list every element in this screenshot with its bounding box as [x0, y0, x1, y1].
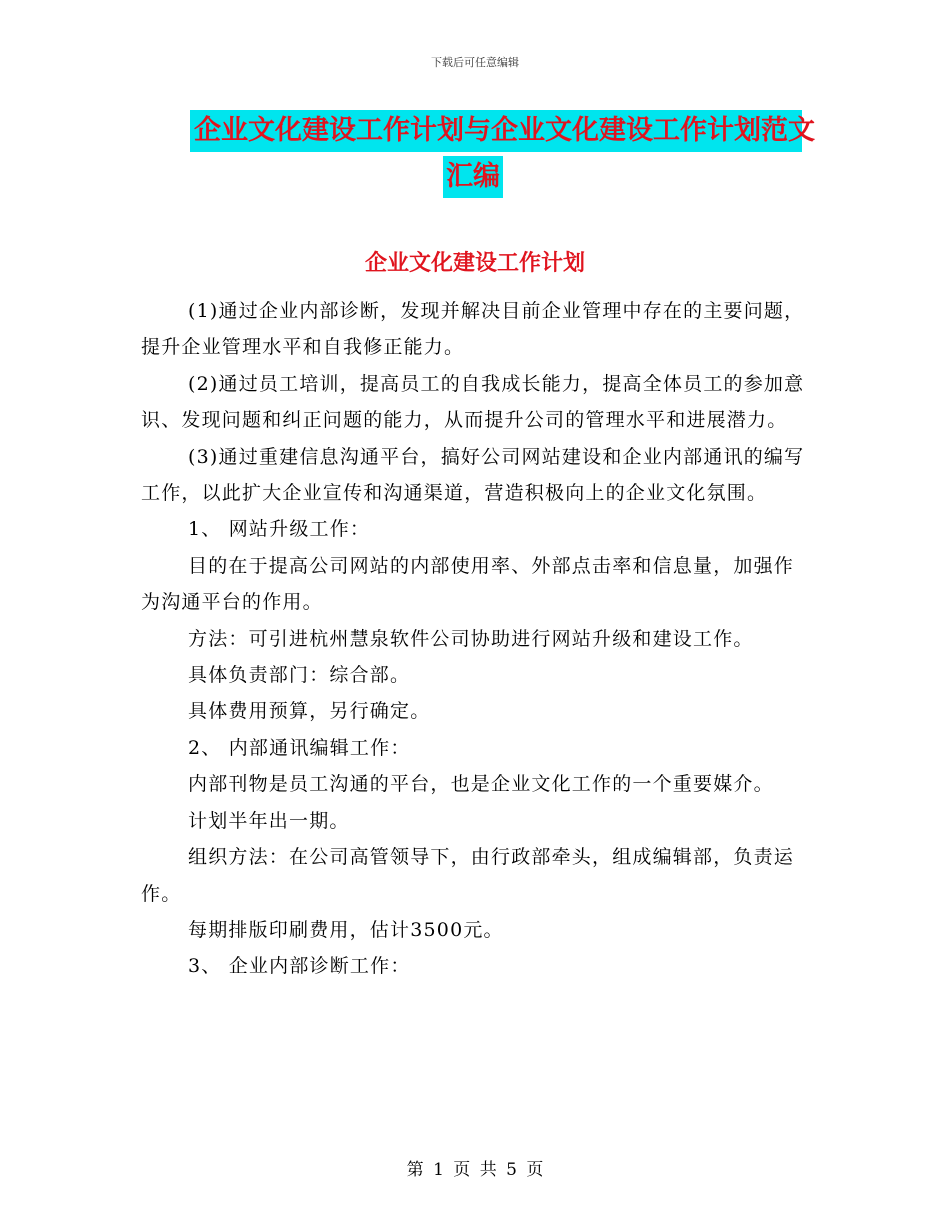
paragraph: 方法：可引进杭州慧泉软件公司协助进行网站升级和建设工作。 — [188, 627, 754, 650]
paragraph: 具体费用预算，另行确定。 — [188, 700, 431, 723]
page-footer: 第 1 页 共 5 页 — [406, 1160, 544, 1180]
header-note: 下载后可任意编辑 — [431, 56, 519, 69]
paragraph: 具体负责部门：综合部。 — [188, 664, 411, 687]
paragraph: (3)通过重建信息沟通平台，搞好公司网站建设和企业内部通讯的编写工作，以此扩大企业宣传和沟通渠道，营造积极向上的企业文化氛围。 — [141, 445, 805, 505]
document-title-line1: 企业文化建设工作计划与企业文化建设工作计划范文 — [190, 110, 802, 152]
paragraph: 3、 企业内部诊断工作： — [188, 955, 411, 978]
paragraph: 1、 网站升级工作： — [188, 518, 371, 541]
document-title — [190, 110, 815, 198]
paragraph: 每期排版印刷费用，估计3500元。 — [188, 918, 504, 941]
document-body — [141, 293, 809, 985]
paragraph: 组织方法：在公司高管领导下，由行政部牵头，组成编辑部，负责运作。 — [141, 846, 795, 905]
paragraph: 目的在于提高公司网站的内部使用率、外部点击率和信息量，加强作为沟通平台的作用。 — [141, 554, 795, 614]
paragraph: (1)通过企业内部诊断，发现并解决目前企业管理中存在的主要问题，提升企业管理水平和自我修正能力。 — [141, 300, 805, 359]
paragraph: 计划半年出一期。 — [188, 809, 350, 832]
paragraph: 2、 内部通讯编辑工作： — [188, 736, 411, 759]
document-title-line2: 汇编 — [443, 156, 503, 198]
paragraph: 内部刊物是员工沟通的平台，也是企业文化工作的一个重要媒介。 — [188, 773, 774, 796]
paragraph: (2)通过员工培训，提高员工的自我成长能力，提高全体员工的参加意识、发现问题和纠正问题的能力，从而提升公司的管理水平和进展潜力。 — [141, 372, 805, 432]
section-title: 企业文化建设工作计划 — [364, 250, 585, 276]
